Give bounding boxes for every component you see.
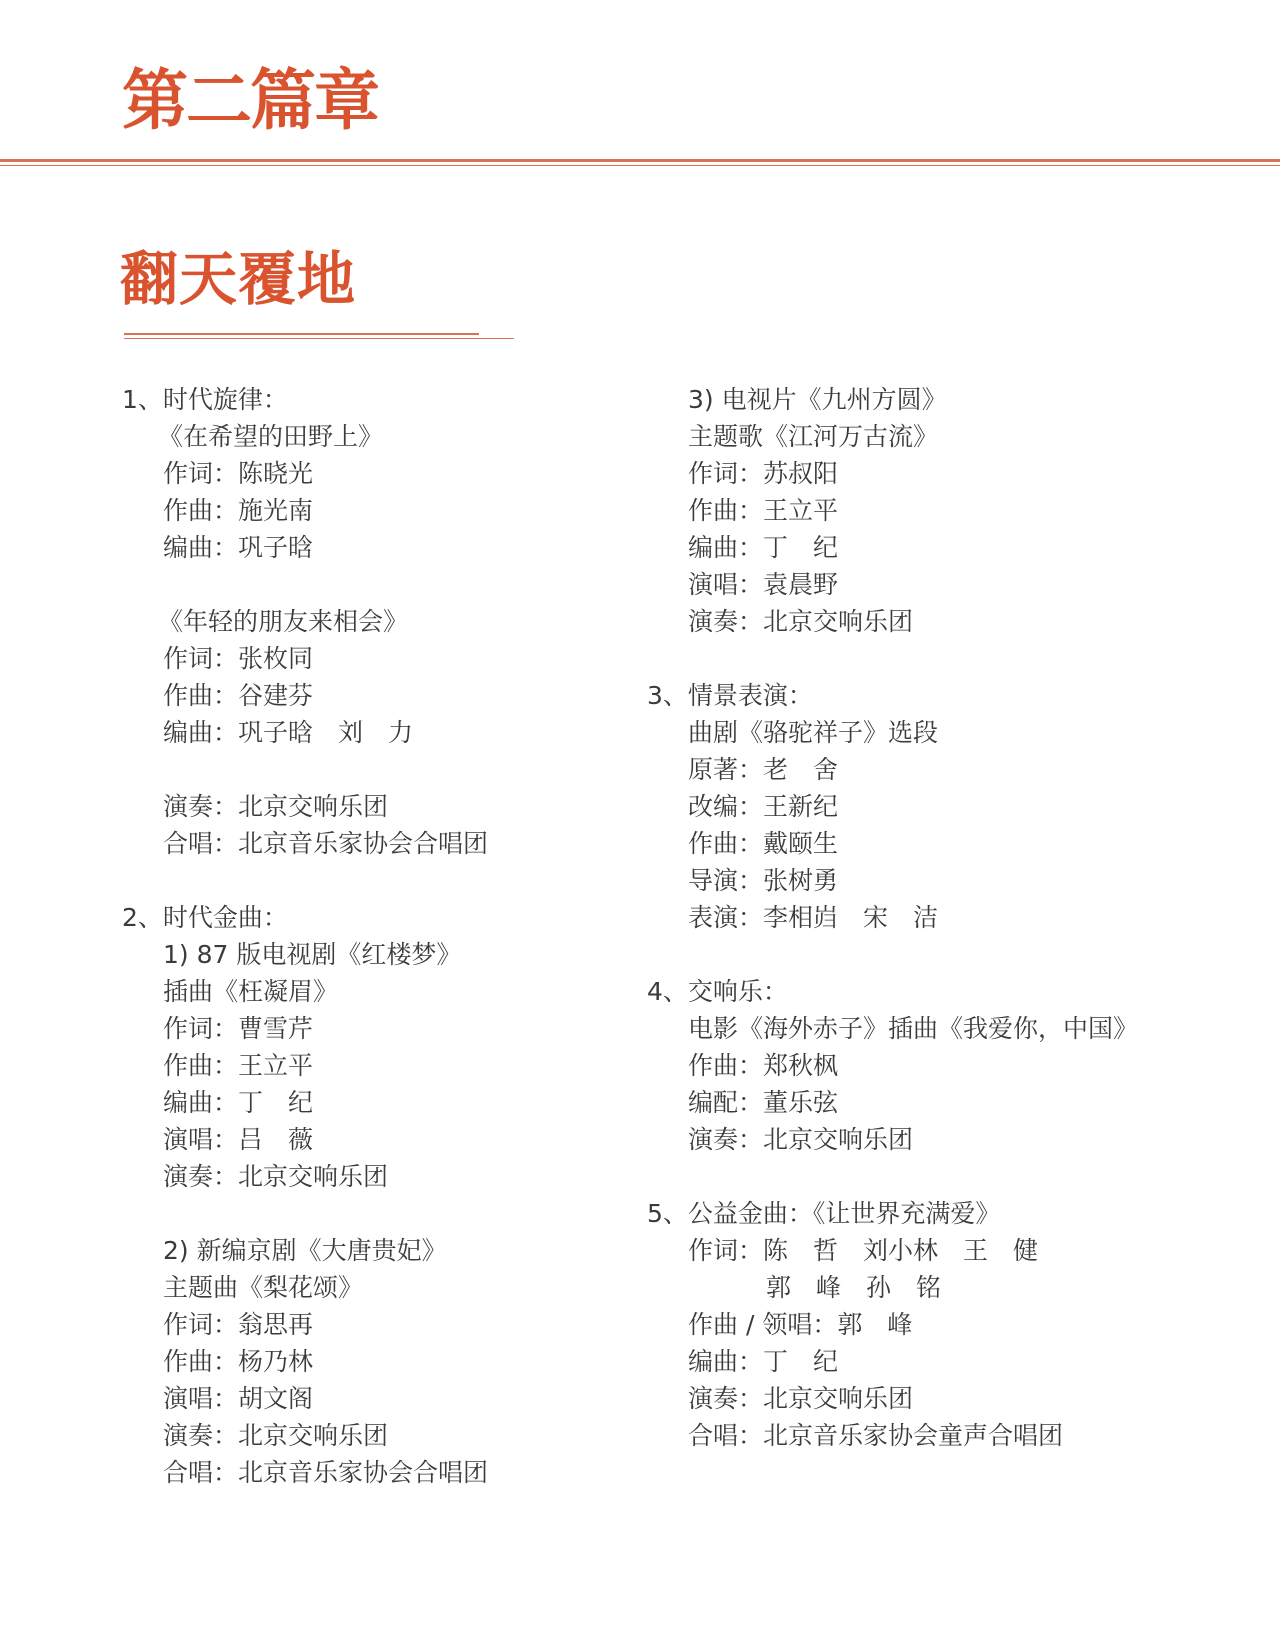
program-line: 曲剧《骆驼祥子》选段 <box>688 718 939 747</box>
program-line: 作词：张枚同 <box>163 644 314 673</box>
program-line: 合唱：北京音乐家协会合唱团 <box>163 829 489 858</box>
program-line: 郭 峰 孙 铭 <box>766 1273 942 1302</box>
program-line: 《年轻的朋友来相会》 <box>158 607 409 636</box>
program-line: 演奏：北京交响乐团 <box>688 1125 914 1154</box>
program-line: 演奏：北京交响乐团 <box>163 1421 389 1450</box>
program-line: 编配：董乐弦 <box>688 1088 839 1117</box>
section-rule-thin <box>124 338 514 339</box>
program-line: 1) 87 版电视剧《红楼梦》 <box>163 940 462 969</box>
program-line: 作词：翁思再 <box>163 1310 314 1339</box>
program-line: 导演：张树勇 <box>688 866 839 895</box>
program-line: 作曲：杨乃林 <box>163 1347 314 1376</box>
program-line: 《在希望的田野上》 <box>158 422 384 451</box>
chapter-title: 第二篇章 <box>122 62 378 139</box>
program-line: 主题曲《梨花颂》 <box>163 1273 364 1302</box>
program-heading: 1、时代旋律： <box>122 385 288 414</box>
program-line: 编曲：巩子晗 <box>163 533 314 562</box>
program-line: 合唱：北京音乐家协会合唱团 <box>163 1458 489 1487</box>
program-line: 编曲：丁 纪 <box>688 533 839 562</box>
program-line: 作词：陈晓光 <box>163 459 314 488</box>
program-line: 作词：陈 哲 刘小林 王 健 <box>688 1236 1039 1265</box>
program-line: 插曲《枉凝眉》 <box>163 977 339 1006</box>
program-line: 表演：李相岿 宋 洁 <box>688 903 939 932</box>
program-line: 作曲：谷建芬 <box>163 681 314 710</box>
program-line: 编曲：巩子晗 刘 力 <box>163 718 414 747</box>
program-line: 作曲：王立平 <box>163 1051 314 1080</box>
program-line: 编曲：丁 纪 <box>688 1347 839 1376</box>
program-heading: 3、情景表演： <box>647 681 813 710</box>
program-line: 演奏：北京交响乐团 <box>688 1384 914 1413</box>
program-line: 作词：苏叔阳 <box>688 459 839 488</box>
program-line: 作曲：王立平 <box>688 496 839 525</box>
section-rule <box>124 333 479 335</box>
program-heading: 5、公益金曲：《让世界充满爱》 <box>647 1199 1001 1228</box>
program-line: 作曲：郑秋枫 <box>688 1051 839 1080</box>
program-line: 电影《海外赤子》插曲《我爱你，中国》 <box>688 1014 1139 1043</box>
program-heading: 4、交响乐： <box>647 977 788 1006</box>
program-line: 2) 新编京剧《大唐贵妃》 <box>163 1236 447 1265</box>
program-heading: 2、时代金曲： <box>122 903 288 932</box>
program-line: 编曲：丁 纪 <box>163 1088 314 1117</box>
program-line: 3) 电视片《九州方圆》 <box>688 385 947 414</box>
program-line: 演唱：吕 薇 <box>163 1125 314 1154</box>
program-line: 演唱：胡文阁 <box>163 1384 314 1413</box>
program-line: 作曲 / 领唱：郭 峰 <box>688 1310 913 1339</box>
program-line: 原著：老 舍 <box>688 755 839 784</box>
header-rule <box>0 159 1280 162</box>
program-line: 演唱：袁晨野 <box>688 570 839 599</box>
program-line: 作词：曹雪芹 <box>163 1014 314 1043</box>
program-line: 合唱：北京音乐家协会童声合唱团 <box>688 1421 1064 1450</box>
section-title: 翻天覆地 <box>120 245 357 313</box>
header-rule-thin <box>0 165 1280 166</box>
program-line: 作曲：施光南 <box>163 496 314 525</box>
program-line: 改编：王新纪 <box>688 792 839 821</box>
program-line: 演奏：北京交响乐团 <box>163 1162 389 1191</box>
program-line: 主题歌《江河万古流》 <box>688 422 939 451</box>
program-line: 演奏：北京交响乐团 <box>163 792 389 821</box>
program-line: 作曲：戴颐生 <box>688 829 839 858</box>
program-line: 演奏：北京交响乐团 <box>688 607 914 636</box>
